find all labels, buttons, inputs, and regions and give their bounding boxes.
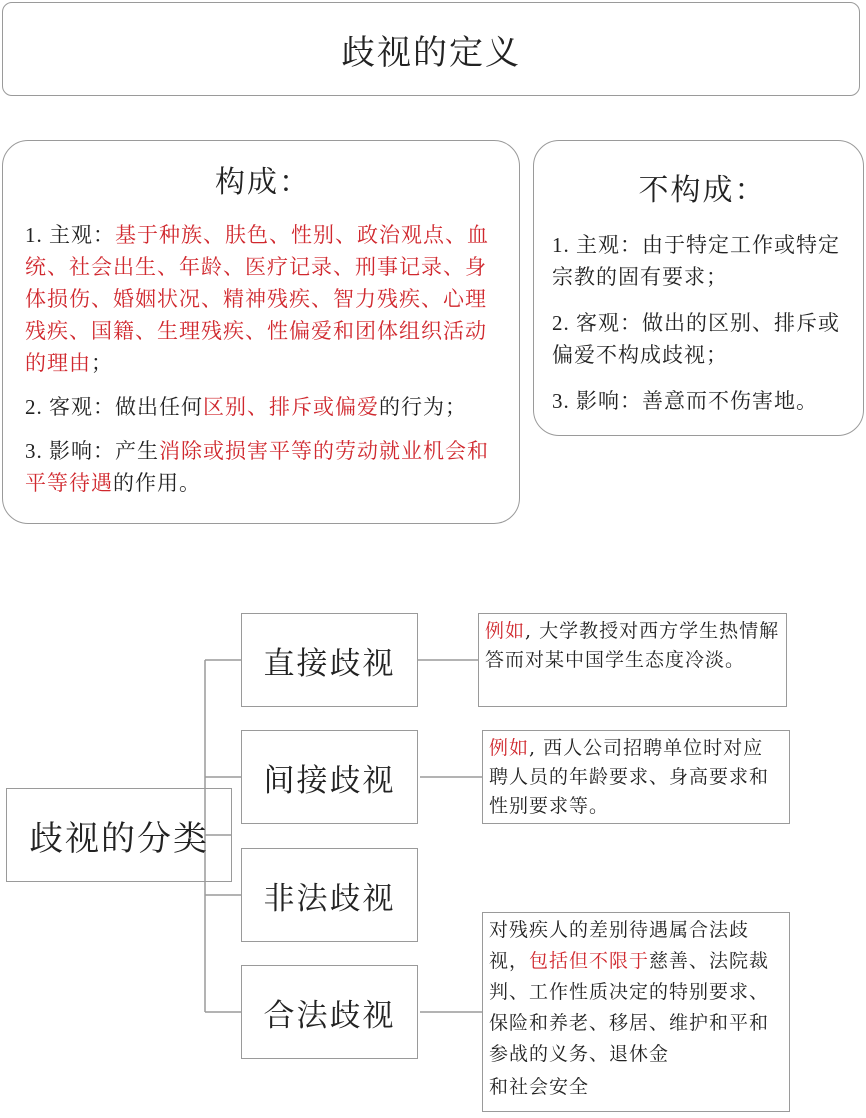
page-title: 歧视的定义 xyxy=(2,2,860,96)
note-direct: 例如, 大学教授对西方学生热情解答而对某中国学生态度冷淡。 xyxy=(478,613,787,707)
type-legal-discrimination: 合法歧视 xyxy=(241,965,418,1059)
type-direct-discrimination: 直接歧视 xyxy=(241,613,418,707)
constitutes-heading: 构成： xyxy=(215,165,311,200)
type-indirect-discrimination: 间接歧视 xyxy=(241,730,418,824)
note-indirect: 例如, 西人公司招聘单位时对应聘人员的年龄要求、身高要求和性别要求等。 xyxy=(482,730,790,824)
not-constitutes-item-objective: 2. 客观：做出的区别、排斥或偏爱不构成歧视； xyxy=(552,311,840,367)
constitutes-item-objective: 2. 客观：做出任何区别、排斥或偏爱的行为； xyxy=(25,395,467,419)
not-constitutes-item-subjective: 1. 主观：由于特定工作或特定宗教的固有要求； xyxy=(552,233,840,289)
not-constitutes-heading: 不构成： xyxy=(638,173,767,208)
constitutes-item-effect: 3. 影响：产生消除或损害平等的劳动就业机会和平等待遇的作用。 xyxy=(25,439,489,495)
constitutes-item-subjective: 1. 主观：基于种族、肤色、性别、政治观点、血统、社会出生、年龄、医疗记录、刑事记录、身体损伤、婚姻状况、精神残疾、智力残疾、心理残疾、国籍、生理残疾、性偏爱和团体组织活动的理由； xyxy=(25,223,489,375)
note-legal: 对残疾人的差别待遇属合法歧视，包括但不限于慈善、法院裁判、工作性质决定的特别要求、保险和养老、移居、维护和平和参战的义务、退休金 和社会安全 xyxy=(482,912,790,1112)
classification-root: 歧视的分类 xyxy=(6,788,232,882)
type-illegal-discrimination: 非法歧视 xyxy=(241,848,418,942)
not-constitutes-item-effect: 3. 影响：善意而不伤害地。 xyxy=(552,389,818,413)
